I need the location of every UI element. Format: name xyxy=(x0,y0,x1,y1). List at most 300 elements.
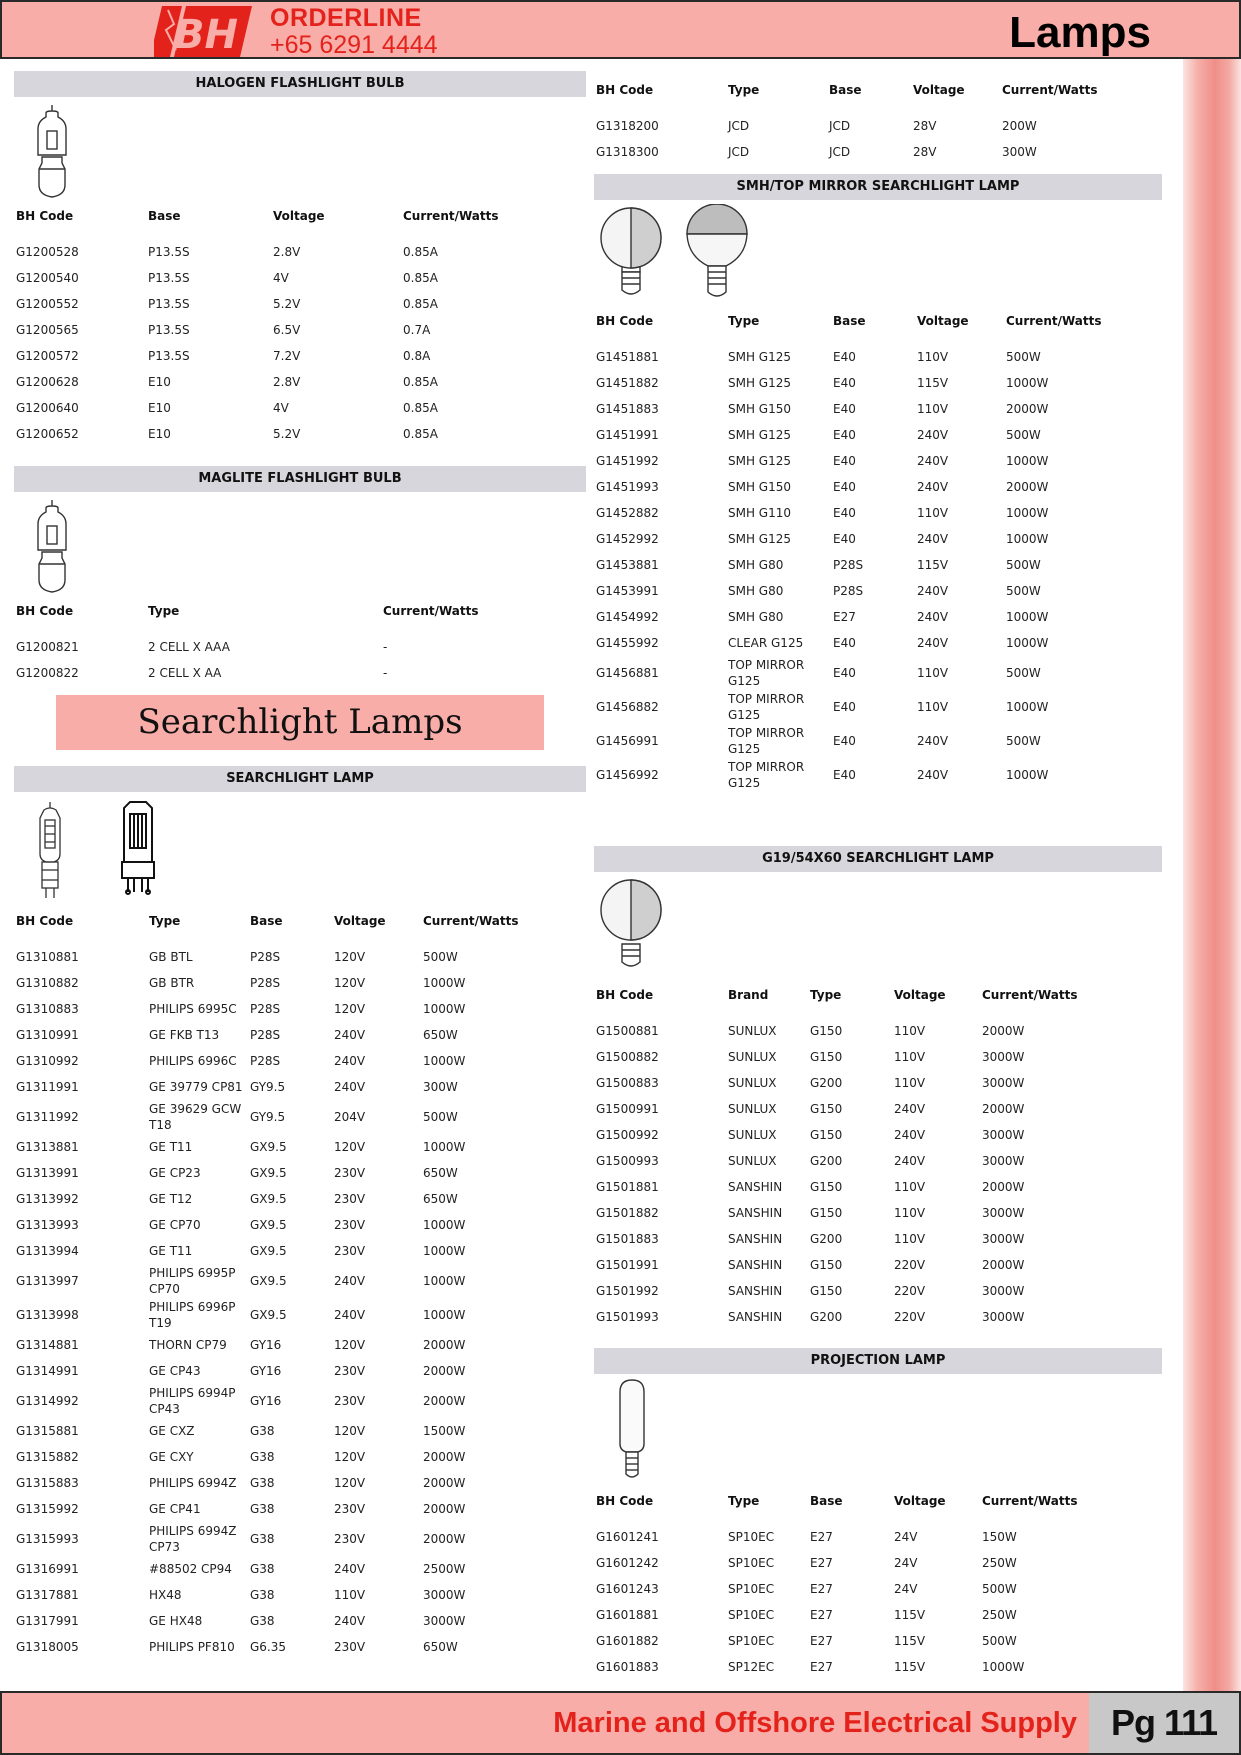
table-cell: 2000W xyxy=(982,1102,1025,1116)
table-cell: E40 xyxy=(833,402,856,416)
table-cell: G1456992 xyxy=(596,768,659,782)
table-row xyxy=(594,344,1162,370)
table-cell: 240V xyxy=(917,610,949,624)
table-cell: G38 xyxy=(250,1476,275,1490)
footer-company: Marine and Offshore Electrical Supply xyxy=(553,1707,1077,1739)
table-cell: PHILIPS 6995C xyxy=(149,1002,237,1016)
table-cell: E10 xyxy=(148,427,171,441)
table-cell: G1501992 xyxy=(596,1284,659,1298)
table-cell: SMH G125 xyxy=(728,532,792,546)
table-cell: 2000W xyxy=(423,1450,466,1464)
table-row xyxy=(594,1174,1162,1200)
table-cell: G1314991 xyxy=(16,1364,79,1378)
table-row xyxy=(594,1044,1162,1070)
table-cell: 1000W xyxy=(423,1002,466,1016)
table-cell: GE T12 xyxy=(149,1192,193,1206)
table-cell: GB BTL xyxy=(149,950,193,964)
table-cell: 3000W xyxy=(982,1232,1025,1246)
table-cell: SMH G110 xyxy=(728,506,792,520)
col-header: Type xyxy=(728,1494,760,1508)
table-cell: 110V xyxy=(917,350,949,364)
table-cell: 120V xyxy=(334,1338,366,1352)
table-row xyxy=(594,1226,1162,1252)
table-cell: G1500992 xyxy=(596,1128,659,1142)
table-cell: JCD xyxy=(829,119,851,133)
table-cell: 2.8V xyxy=(273,375,301,389)
table-cell: SMH G125 xyxy=(728,454,792,468)
table-cell: 220V xyxy=(894,1258,926,1272)
table-cell: G1315992 xyxy=(16,1502,79,1516)
table-cell: SUNLUX xyxy=(728,1154,777,1168)
table-cell: G1453881 xyxy=(596,558,659,572)
product-images xyxy=(594,200,1162,306)
table-cell: 650W xyxy=(423,1028,458,1042)
table-cell: 200W xyxy=(1002,119,1037,133)
table-cell: G38 xyxy=(250,1588,275,1602)
table-cell: G1456882 xyxy=(596,700,659,714)
orderline-phone[interactable]: +65 6291 4444 xyxy=(270,31,438,59)
table-cell: PHILIPS 6994P CP43 xyxy=(149,1386,236,1416)
table-cell: SP10EC xyxy=(728,1556,775,1570)
table-row xyxy=(14,1582,586,1608)
table-cell: 2500W xyxy=(423,1562,466,1576)
table-row xyxy=(14,291,586,317)
table-cell: SMH G80 xyxy=(728,610,784,624)
table-cell: 650W xyxy=(423,1166,458,1180)
table-cell: SMH G125 xyxy=(728,350,792,364)
table-row xyxy=(594,1070,1162,1096)
table-cell: 24V xyxy=(894,1556,918,1570)
table-cell: 1500W xyxy=(423,1424,466,1438)
table-cell: 650W xyxy=(423,1192,458,1206)
table-cell: G150 xyxy=(810,1284,843,1298)
table-row xyxy=(594,1096,1162,1122)
table-cell: 115V xyxy=(894,1634,926,1648)
table-cell: 110V xyxy=(894,1050,926,1064)
table-cell: E10 xyxy=(148,375,171,389)
table-cell: G1315882 xyxy=(16,1450,79,1464)
table-row xyxy=(14,1608,586,1634)
table-cell: G1200528 xyxy=(16,245,79,259)
table-cell: 240V xyxy=(334,1054,366,1068)
table-cell: SP10EC xyxy=(728,1634,775,1648)
table-cell: GY9.5 xyxy=(250,1080,286,1094)
globe-lamp-icon xyxy=(598,878,664,972)
table-cell: GX9.5 xyxy=(250,1308,287,1322)
table-row xyxy=(594,1550,1162,1576)
table-cell: E40 xyxy=(833,506,856,520)
table-cell: 28V xyxy=(913,119,937,133)
section-searchlight xyxy=(14,766,586,1660)
table-cell: GE FKB T13 xyxy=(149,1028,220,1042)
table-row xyxy=(14,970,586,996)
table-cell: GY16 xyxy=(250,1338,282,1352)
table-cell: 204V xyxy=(334,1110,366,1124)
table-row xyxy=(14,1074,586,1100)
table-cell: G150 xyxy=(810,1206,843,1220)
table-cell: 500W xyxy=(1006,584,1041,598)
table-cell: G1601881 xyxy=(596,1608,659,1622)
table-row xyxy=(14,634,586,660)
table-cell: G1318200 xyxy=(596,119,659,133)
table-row xyxy=(594,422,1162,448)
table-cell: 240V xyxy=(917,734,949,748)
table-cell: 1000W xyxy=(1006,506,1049,520)
table-cell: SUNLUX xyxy=(728,1050,777,1064)
table-cell: 1000W xyxy=(982,1660,1025,1674)
table-row xyxy=(594,448,1162,474)
col-header: Voltage xyxy=(917,314,969,328)
table-cell: G1313993 xyxy=(16,1218,79,1232)
table-cell: G150 xyxy=(810,1050,843,1064)
table-cell: G1315993 xyxy=(16,1532,79,1546)
table-cell: 120V xyxy=(334,1476,366,1490)
table-row xyxy=(594,113,1162,139)
table-cell: G1451882 xyxy=(596,376,659,390)
table-cell: 0.85A xyxy=(403,401,438,415)
section-smh xyxy=(594,174,1162,792)
table-cell: 240V xyxy=(334,1614,366,1628)
table-cell: JCD xyxy=(728,145,750,159)
table-cell: G1453991 xyxy=(596,584,659,598)
table-row xyxy=(14,1100,586,1134)
section-title: SEARCHLIGHT LAMP xyxy=(14,766,586,792)
table-cell: G1313992 xyxy=(16,1192,79,1206)
table-cell: P28S xyxy=(250,1054,281,1068)
table-cell: 0.7A xyxy=(403,323,431,337)
table-row xyxy=(594,139,1162,165)
table-cell: G150 xyxy=(810,1102,843,1116)
table-cell: 500W xyxy=(1006,350,1041,364)
col-header: Type xyxy=(728,83,760,97)
table-cell: E40 xyxy=(833,376,856,390)
table-cell: SMH G125 xyxy=(728,428,792,442)
table-cell: 1000W xyxy=(423,1274,466,1288)
table-cell: 240V xyxy=(894,1102,926,1116)
table-cell: GB BTR xyxy=(149,976,195,990)
table-cell: 3000W xyxy=(982,1076,1025,1090)
table-cell: 230V xyxy=(334,1218,366,1232)
table-cell: 6.5V xyxy=(273,323,301,337)
table-cell: 240V xyxy=(917,454,949,468)
table-cell: P13.5S xyxy=(148,245,190,259)
table-cell: G200 xyxy=(810,1232,843,1246)
table-cell: G1454992 xyxy=(596,610,659,624)
table-cell: 500W xyxy=(1006,428,1041,442)
page-header xyxy=(0,0,1241,59)
table-cell: E27 xyxy=(810,1660,833,1674)
table-cell: G1500881 xyxy=(596,1024,659,1038)
table-cell: 120V xyxy=(334,1002,366,1016)
table-cell: 120V xyxy=(334,1140,366,1154)
table-row xyxy=(594,552,1162,578)
table-cell: PHILIPS 6994Z CP73 xyxy=(149,1524,237,1554)
table-cell: SUNLUX xyxy=(728,1076,777,1090)
table-cell: 110V xyxy=(894,1206,926,1220)
table-row xyxy=(594,1576,1162,1602)
table-cell: E40 xyxy=(833,428,856,442)
table-cell: 240V xyxy=(334,1562,366,1576)
table-cell: 1000W xyxy=(1006,376,1049,390)
table-cell: G1456991 xyxy=(596,734,659,748)
table-cell: G1451993 xyxy=(596,480,659,494)
table-cell: 0.85A xyxy=(403,375,438,389)
table-cell: G1318005 xyxy=(16,1640,79,1654)
table-cell: G1451992 xyxy=(596,454,659,468)
table-cell: G1313994 xyxy=(16,1244,79,1258)
table-row xyxy=(14,265,586,291)
table-cell: 120V xyxy=(334,950,366,964)
table-row xyxy=(594,474,1162,500)
table-cell: P13.5S xyxy=(148,349,190,363)
table-cell: 230V xyxy=(334,1166,366,1180)
table-cell: G200 xyxy=(810,1154,843,1168)
col-header: Base xyxy=(250,914,283,928)
table-cell: PHILIPS 6996P T19 xyxy=(149,1300,236,1330)
table-cell: E27 xyxy=(810,1582,833,1596)
table-cell: 230V xyxy=(334,1532,366,1546)
table-cell: 240V xyxy=(917,532,949,546)
table-cell: SP10EC xyxy=(728,1582,775,1596)
table-cell: 500W xyxy=(982,1582,1017,1596)
table-row xyxy=(14,1160,586,1186)
col-header: BH Code xyxy=(596,314,654,328)
table-cell: G1313998 xyxy=(16,1308,79,1322)
table-cell: SANSHIN xyxy=(728,1284,783,1298)
table-cell: G1601883 xyxy=(596,1660,659,1674)
table-cell: 2000W xyxy=(423,1394,466,1408)
table-cell: 120V xyxy=(334,1450,366,1464)
table-cell: GE 39629 GCW T18 xyxy=(149,1102,242,1132)
searchlight-lamps-banner: Searchlight Lamps xyxy=(56,695,544,750)
table-cell: 500W xyxy=(1006,558,1041,572)
table-cell: 0.85A xyxy=(403,297,438,311)
orderline-label: ORDERLINE xyxy=(270,4,422,32)
table-cell: GX9.5 xyxy=(250,1218,287,1232)
table-cell: 0.85A xyxy=(403,271,438,285)
col-header: Base xyxy=(833,314,866,328)
table-cell: TOP MIRROR G125 xyxy=(728,726,805,756)
table-cell: 115V xyxy=(917,558,949,572)
table-cell: 3000W xyxy=(982,1310,1025,1324)
table-cell: P13.5S xyxy=(148,323,190,337)
table-cell: G1601241 xyxy=(596,1530,659,1544)
table-cell: 1000W xyxy=(423,1218,466,1232)
col-header: Type xyxy=(810,988,842,1002)
table-cell: 2.8V xyxy=(273,245,301,259)
table-row xyxy=(594,500,1162,526)
table-row xyxy=(594,656,1162,690)
searchlight-lamp-icon xyxy=(32,800,68,900)
table-cell: SANSHIN xyxy=(728,1180,783,1194)
table-cell: GE CXZ xyxy=(149,1424,195,1438)
table-row xyxy=(14,996,586,1022)
table-cell: E40 xyxy=(833,636,856,650)
table-cell: E27 xyxy=(810,1556,833,1570)
table-cell: P13.5S xyxy=(148,271,190,285)
bh-logo xyxy=(154,4,254,59)
col-header: Current/Watts xyxy=(423,914,519,928)
table-cell: G1451881 xyxy=(596,350,659,364)
table-cell: GX9.5 xyxy=(250,1274,287,1288)
table-cell: G1313881 xyxy=(16,1140,79,1154)
table-cell: 24V xyxy=(894,1530,918,1544)
table-row xyxy=(14,1418,586,1444)
table-cell: G1315883 xyxy=(16,1476,79,1490)
table-cell: G1601882 xyxy=(596,1634,659,1648)
table-cell: E40 xyxy=(833,666,856,680)
table-cell: G1200572 xyxy=(16,349,79,363)
table-cell: 2000W xyxy=(1006,480,1049,494)
halogen-table xyxy=(14,201,586,447)
table-cell: 2000W xyxy=(423,1532,466,1546)
table-cell: P13.5S xyxy=(148,297,190,311)
table-row xyxy=(14,1022,586,1048)
table-row xyxy=(594,604,1162,630)
table-row xyxy=(594,578,1162,604)
col-header: BH Code xyxy=(16,209,74,223)
table-cell: SANSHIN xyxy=(728,1232,783,1246)
table-cell: - xyxy=(383,640,388,654)
table-cell: SP10EC xyxy=(728,1530,775,1544)
g19-table xyxy=(594,980,1162,1330)
table-row xyxy=(14,1556,586,1582)
table-cell: 240V xyxy=(334,1080,366,1094)
table-row xyxy=(14,1238,586,1264)
smh-table xyxy=(594,306,1162,792)
table-cell: P28S xyxy=(250,1002,281,1016)
table-cell: 3000W xyxy=(423,1614,466,1628)
table-cell: G150 xyxy=(810,1258,843,1272)
table-cell: GE CXY xyxy=(149,1450,194,1464)
table-cell: 650W xyxy=(423,1640,458,1654)
table-cell: G1200652 xyxy=(16,427,79,441)
table-row xyxy=(14,395,586,421)
table-cell: GX9.5 xyxy=(250,1166,287,1180)
table-cell: HX48 xyxy=(149,1588,182,1602)
table-cell: G38 xyxy=(250,1532,275,1546)
table-cell: G1456881 xyxy=(596,666,659,680)
col-header: Voltage xyxy=(894,988,946,1002)
table-cell: G38 xyxy=(250,1614,275,1628)
table-cell: 1000W xyxy=(423,1308,466,1322)
table-row xyxy=(594,1122,1162,1148)
table-cell: P28S xyxy=(833,584,864,598)
table-cell: G1310883 xyxy=(16,1002,79,1016)
table-cell: 240V xyxy=(334,1308,366,1322)
table-cell: G1200552 xyxy=(16,297,79,311)
col-header: Type xyxy=(149,914,181,928)
table-cell: 300W xyxy=(423,1080,458,1094)
table-cell: 2000W xyxy=(423,1502,466,1516)
section-halogen xyxy=(14,71,586,447)
table-cell: SUNLUX xyxy=(728,1024,777,1038)
table-cell: SP12EC xyxy=(728,1660,775,1674)
col-header: BH Code xyxy=(596,1494,654,1508)
table-cell: 3000W xyxy=(423,1588,466,1602)
table-cell: SMH G80 xyxy=(728,584,784,598)
table-cell: PHILIPS PF810 xyxy=(149,1640,235,1654)
table-cell: 240V xyxy=(334,1028,366,1042)
table-cell: G1315881 xyxy=(16,1424,79,1438)
table-row xyxy=(14,1470,586,1496)
table-cell: G1200822 xyxy=(16,666,79,680)
table-cell: SMH G150 xyxy=(728,402,792,416)
table-cell: 115V xyxy=(894,1608,926,1622)
table-cell: 2000W xyxy=(982,1180,1025,1194)
table-cell: 0.8A xyxy=(403,349,431,363)
table-cell: SANSHIN xyxy=(728,1310,783,1324)
product-images xyxy=(594,872,1162,980)
table-cell: PHILIPS 6994Z xyxy=(149,1476,237,1490)
table-cell: 230V xyxy=(334,1192,366,1206)
table-cell: E10 xyxy=(148,401,171,415)
table-cell: GY9.5 xyxy=(250,1110,286,1124)
table-cell: 120V xyxy=(334,1424,366,1438)
table-cell: E40 xyxy=(833,532,856,546)
table-row xyxy=(14,317,586,343)
table-cell: 240V xyxy=(917,584,949,598)
table-cell: 4V xyxy=(273,271,289,285)
table-cell: E27 xyxy=(810,1530,833,1544)
table-cell: 1000W xyxy=(423,1140,466,1154)
table-cell: 500W xyxy=(1006,734,1041,748)
table-cell: P28S xyxy=(250,976,281,990)
table-row xyxy=(14,1186,586,1212)
table-cell: 2000W xyxy=(982,1024,1025,1038)
col-header: Voltage xyxy=(334,914,386,928)
table-cell: - xyxy=(383,666,388,680)
table-row xyxy=(594,630,1162,656)
table-row xyxy=(594,526,1162,552)
table-cell: GE CP43 xyxy=(149,1364,201,1378)
section-g19 xyxy=(594,846,1162,1330)
section-maglite xyxy=(14,466,586,686)
table-cell: G1501991 xyxy=(596,1258,659,1272)
table-cell: G1313997 xyxy=(16,1274,79,1288)
table-cell: 2000W xyxy=(982,1258,1025,1272)
table-cell: GX9.5 xyxy=(250,1244,287,1258)
table-cell: 500W xyxy=(982,1634,1017,1648)
table-cell: TOP MIRROR G125 xyxy=(728,658,805,688)
table-cell: 240V xyxy=(894,1154,926,1168)
table-cell: E40 xyxy=(833,734,856,748)
table-cell: SANSHIN xyxy=(728,1258,783,1272)
table-cell: 500W xyxy=(423,1110,458,1124)
table-cell: THORN CP79 xyxy=(149,1338,227,1352)
section-jcd xyxy=(594,75,1162,165)
table-cell: E40 xyxy=(833,768,856,782)
table-cell: SUNLUX xyxy=(728,1128,777,1142)
table-cell: G1200565 xyxy=(16,323,79,337)
table-cell: 240V xyxy=(917,768,949,782)
table-cell: PHILIPS 6996C xyxy=(149,1054,237,1068)
table-cell: G1311992 xyxy=(16,1110,79,1124)
table-cell: 3000W xyxy=(982,1154,1025,1168)
table-row xyxy=(594,1252,1162,1278)
product-images xyxy=(14,792,586,906)
table-cell: G1452882 xyxy=(596,506,659,520)
table-row xyxy=(14,343,586,369)
table-cell: 230V xyxy=(334,1364,366,1378)
table-row xyxy=(594,1278,1162,1304)
col-header: Voltage xyxy=(273,209,325,223)
table-cell: G1501882 xyxy=(596,1206,659,1220)
table-cell: E27 xyxy=(810,1634,833,1648)
table-cell: G150 xyxy=(810,1128,843,1142)
logo-text: BH xyxy=(174,12,238,58)
table-row xyxy=(14,1134,586,1160)
